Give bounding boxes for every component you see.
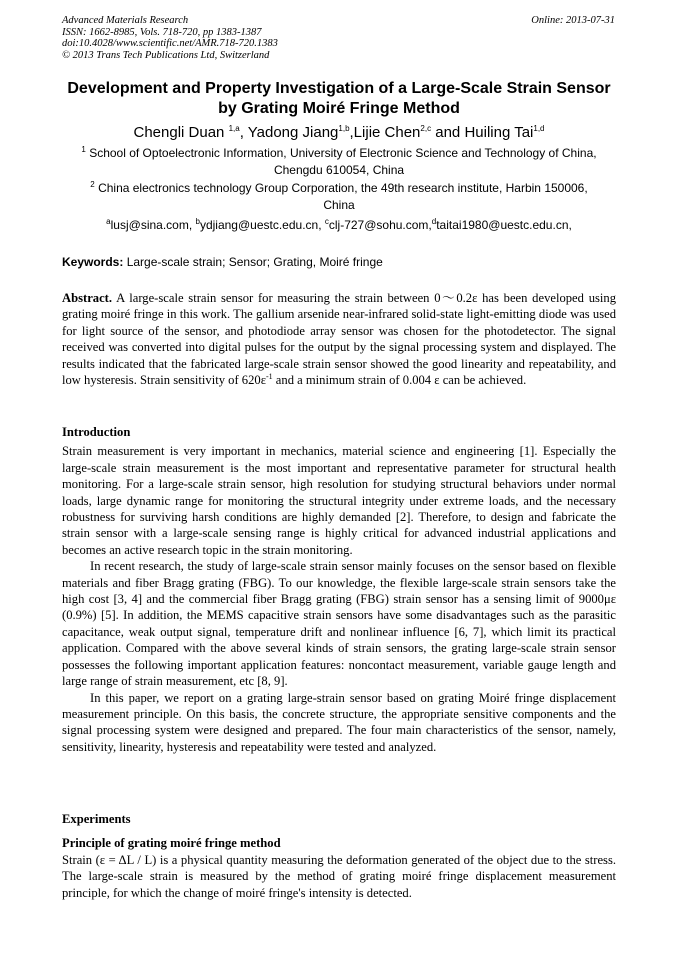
aff-sup: 1 [81,145,86,154]
abstract-label: Abstract. [62,291,113,305]
email-sup: b [195,217,200,226]
section-heading: Experiments [62,812,131,826]
affiliation-1 [70,145,608,179]
abstract [62,290,616,388]
keywords [62,255,383,269]
copyright: © 2013 Trans Tech Publications Ltd, Switzerland [62,49,270,61]
paragraph: Strain (ε = ΔL / L) is a physical quantity measuring the deformation generated of the object due to the stress. The large-scale strain is measured by the method of grating moiré fringe displacement measurement principle, for which the change of moiré fringe's intensity is detected. [62,852,616,900]
author-sup: 1,b [338,124,350,133]
email-sup: a [106,217,111,226]
author: ,Lijie Chen [349,124,421,141]
online-date: Online: 2013-07-31 [531,15,615,26]
aff-sup: 2 [90,180,95,189]
keywords-label: Keywords: [62,255,124,269]
author: Chengli Duan [133,124,229,141]
author-sup: 1,a [228,124,240,133]
email: lusj@sina.com, [110,218,196,232]
email: taitai1980@uestc.edu.cn, [436,218,572,232]
title-line: Development and Property Investigation of a Large-Scale Strain Sensor [67,80,611,97]
keywords-text: Large-scale strain; Sensor; Grating, Moiré fringe [123,255,383,269]
email-sup: d [431,217,437,226]
email-sup: c [324,217,329,226]
paragraph: In recent research, the study of large-scale strain sensor mainly focuses on the sensor based on flexible materials and fiber Bragg grating (FBG). To our knowledge, the flexible large-scale strain sensors take the high cost [3, 4] and the commercial fiber Bragg grating (FBG) strain sensor has a sensing limit of 9000με (0.9%) [5]. In addition, the MEMS capacitive strain sensors have some disadvantages such as the parasitic capacitance, weak output signal, temperature drift and nonlinear influence [6, 7], which limit its practical application. Compared with the above several kinds of strain sensors, the grating large-scale strain sensor possesses the following important application features: noncontact measurement, variable gauge length and large range of strain measurement, etc [8, 9]. [62,559,616,689]
authors [40,124,638,142]
emails [50,217,628,234]
email: clj-727@sohu.com, [328,218,432,232]
author-sup: 1,d [533,124,545,133]
author: , Yadong Jiang [239,124,339,141]
email: ydjiang@uestc.edu.cn, [199,218,325,232]
aff-text: School of Optoelectronic Information, University of Electronic Science and Technology of China, Chengdu 610054, China [85,146,597,177]
title-line: by Grating Moiré Fringe Method [218,100,460,117]
aff-text: China electronics technology Group Corporation, the 49th research institute, Harbin 150006, China [94,181,588,212]
doi: doi:10.4028/www.scientific.net/AMR.718-720.1383 [62,38,278,50]
introduction-section [62,424,616,755]
author-sup: 2,c [420,124,432,133]
section-heading: Introduction [62,425,131,439]
paper-title [40,79,638,119]
subsection-heading: Principle of grating moiré fringe method [62,836,281,851]
paragraph: In this paper, we report on a grating large-strain sensor based on grating Moiré fringe displacement measurement principle. On this basis, the concrete structure, the appropriate sensitive components and the signal processing system were designed and prepared. The four main characteristics of the sensor, namely, sensitivity, linearity, hysteresis and repeatability were tested and analyzed. [62,690,616,754]
journal-header [62,15,278,61]
issn: ISSN: 1662-8985, Vols. 718-720, pp 1383-1387 [62,26,262,38]
paragraph: Strain measurement is very important in mechanics, material science and engineering [1]. Especially the large-scale strain measurement is the most important and representative parameter for structural health monitoring. For a large-scale strain sensor, high resolution for studying structural behaviors under normal loads, large dynamic range for monitoring the structural integrity under extreme loads, and the necessary robustness for surviving harsh conditions are highly demanded [2]. Therefore, to design and fabricate the strain sensor with a large-scale sensing range is highly critical for advanced industrial applications and becomes an active research topic in the strain monitoring. [62,444,616,557]
affiliation-2 [80,180,598,214]
abstract-text: and a minimum strain of 0.004 ε can be achieved. [272,373,527,388]
abstract-sup: -1 [265,371,273,381]
abstract-text: A large-scale strain sensor for measuring the strain between 0～0.2ε has been developed using grating moiré fringe in this work. The gallium arsenide near-infrared solid-state light-emitting diode was used for light source of the sensor, and photodiode array sensor was chosen for the photodetector. The signal received was converted into digital pulses for the output by the signal processing system and displayed. The results indicated that the fabricated large-scale strain sensor showed the good linearity and repeatability, and low hysteresis. Strain sensitivity of 620ε [62,291,616,388]
author: and Huiling Tai [431,124,534,141]
journal-name: Advanced Materials Research [62,15,189,26]
experiments-section [62,811,616,901]
